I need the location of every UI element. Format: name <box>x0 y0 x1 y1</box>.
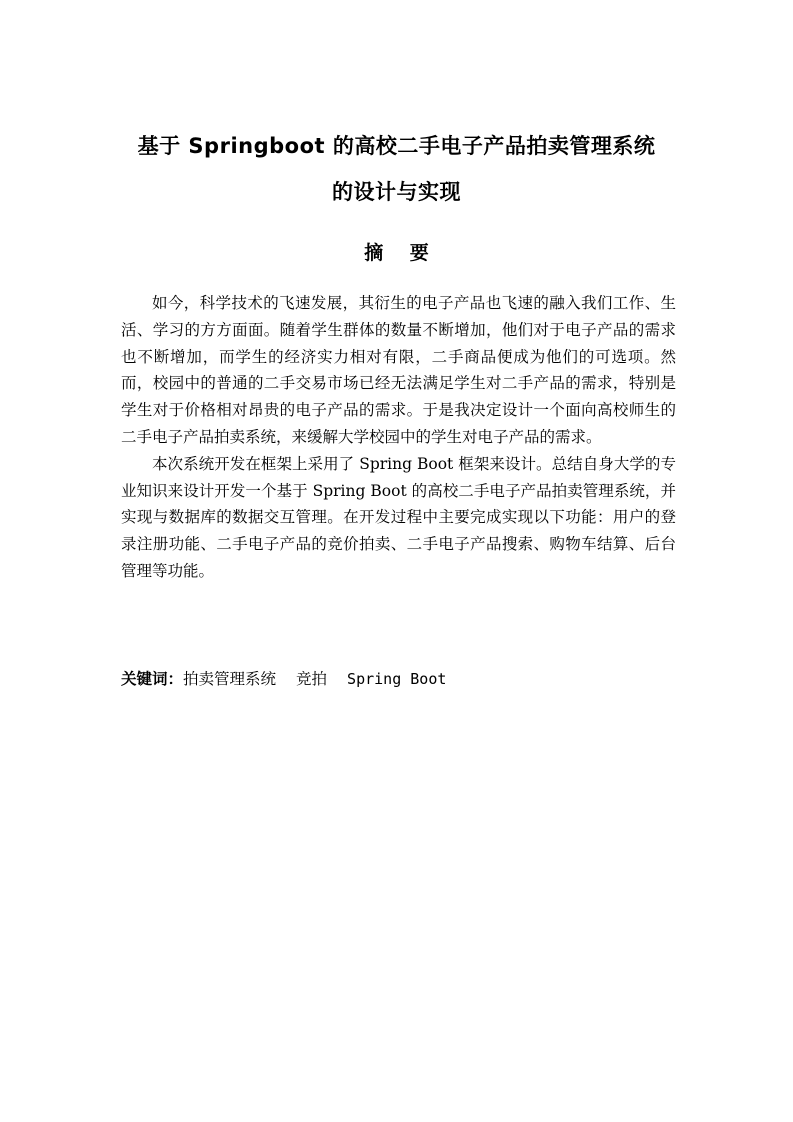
keyword-item: 竞拍 <box>296 670 328 688</box>
keywords-label: 关键词： <box>121 670 184 688</box>
keywords-line <box>121 667 446 689</box>
document-title-line-2: 的设计与实现 <box>332 180 461 204</box>
keyword-item: Spring Boot <box>347 670 447 688</box>
document-title-line-1: 基于 Springboot 的高校二手电子产品拍卖管理系统 <box>137 134 656 158</box>
abstract-paragraph-2: 本次系统开发在框架上采用了 Spring Boot 框架来设计。总结自身大学的专业知识来设计开发一个基于 Spring Boot 的高校二手电子产品拍卖管理系统，并实现与数据库的数据交互管理。在开发过程中主要完成实现以下功能：用户的登录注册功能、二手电子产品的竞价拍卖、二手电子产品搜索、购物车结算、后台管理等功能。 <box>121 454 676 580</box>
keyword-item: 拍卖管理系统 <box>183 670 277 688</box>
abstract-heading: 摘 要 <box>364 242 439 264</box>
abstract-body <box>121 290 676 585</box>
abstract-paragraph-1: 如今，科学技术的飞速发展，其衍生的电子产品也飞速的融入我们工作、生活、学习的方方面面。随着学生群体的数量不断增加，他们对于电子产品的需求也不断增加，而学生的经济实力相对有限，二手商品便成为他们的可选项。然而，校园中的普通的二手交易市场已经无法满足学生对二手产品的需求，特别是学生对于价格相对昂贵的电子产品的需求。于是我决定设计一个面向高校师生的二手电子产品拍卖系统，来缓解大学校园中的学生对电子产品的需求。 <box>121 294 676 446</box>
